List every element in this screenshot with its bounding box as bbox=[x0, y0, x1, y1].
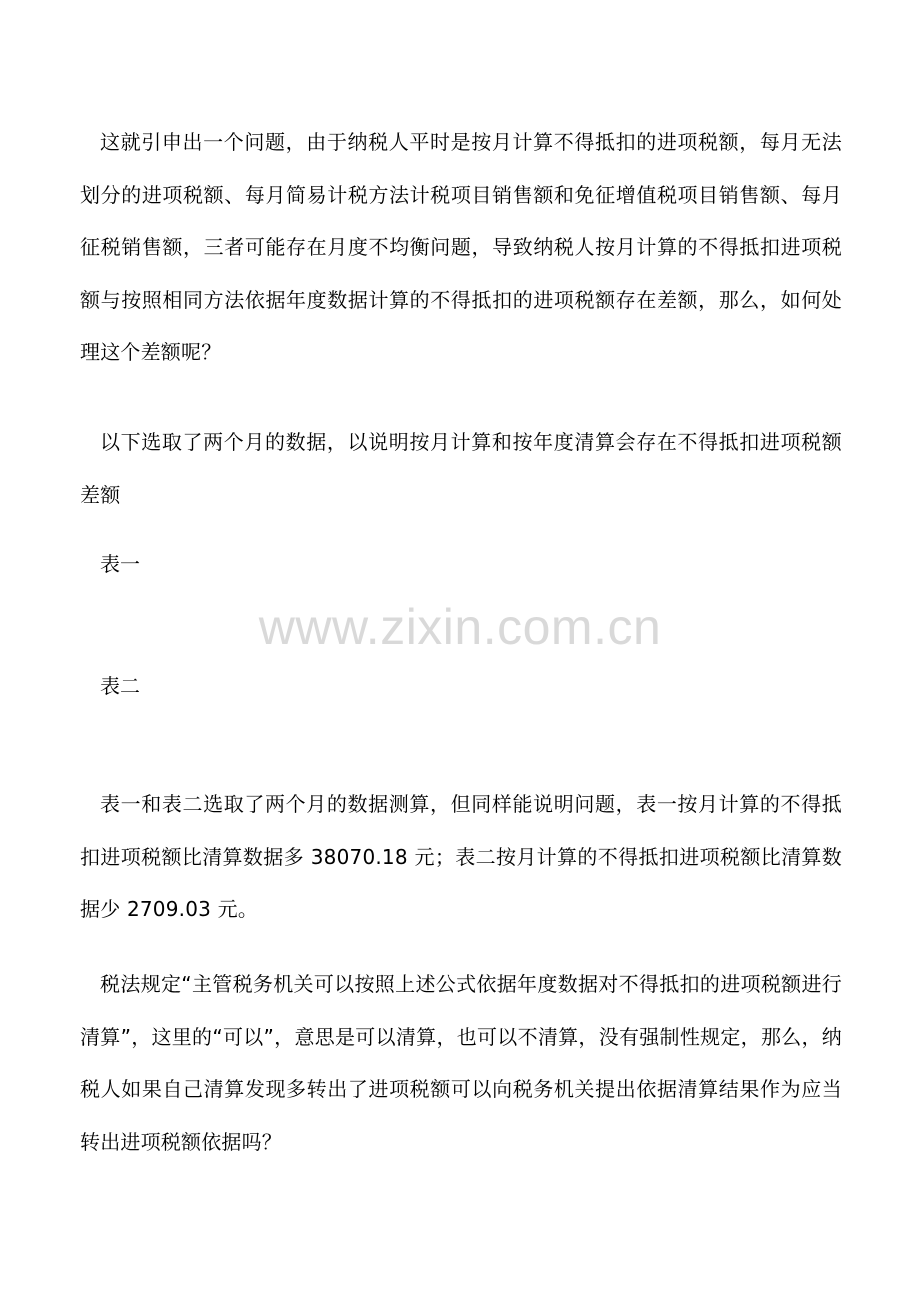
paragraph-2: 以下选取了两个月的数据，以说明按月计算和按年度清算会存在不得抵扣进项税额差额 bbox=[80, 430, 842, 507]
paragraph-3: 表一和表二选取了两个月的数据测算，但同样能说明问题，表一按月计算的不得抵扣进项税额比清算数据多 38070.18 元；表二按月计算的不得抵扣进项税额比清算数据少 2709.03 元。 bbox=[80, 792, 842, 921]
watermark: www.zixin.com.cn bbox=[258, 599, 662, 655]
table-label-1: 表一 bbox=[100, 552, 140, 576]
paragraph-1: 这就引申出一个问题，由于纳税人平时是按月计算不得抵扣的进项税额，每月无法划分的进项税额、每月简易计税方法计税项目销售额和免征增值税项目销售额、每月征税销售额，三者可能存在月度不均衡问题，导致纳税人按月计算的不得抵扣进项税额与按照相同方法依据年度数据计算的不得抵扣的进项税额存在差额，那么，如何处理这个差额呢？ bbox=[80, 130, 842, 364]
paragraph-4: 税法规定“主管税务机关可以按照上述公式依据年度数据对不得抵扣的进项税额进行清算”，这里的“可以”，意思是可以清算，也可以不清算，没有强制性规定，那么，纳税人如果自己清算发现多转出了进项税额可以向税务机关提出依据清算结果作为应当转出进项税额依据吗？ bbox=[80, 972, 842, 1154]
table-label-2: 表二 bbox=[100, 674, 140, 698]
